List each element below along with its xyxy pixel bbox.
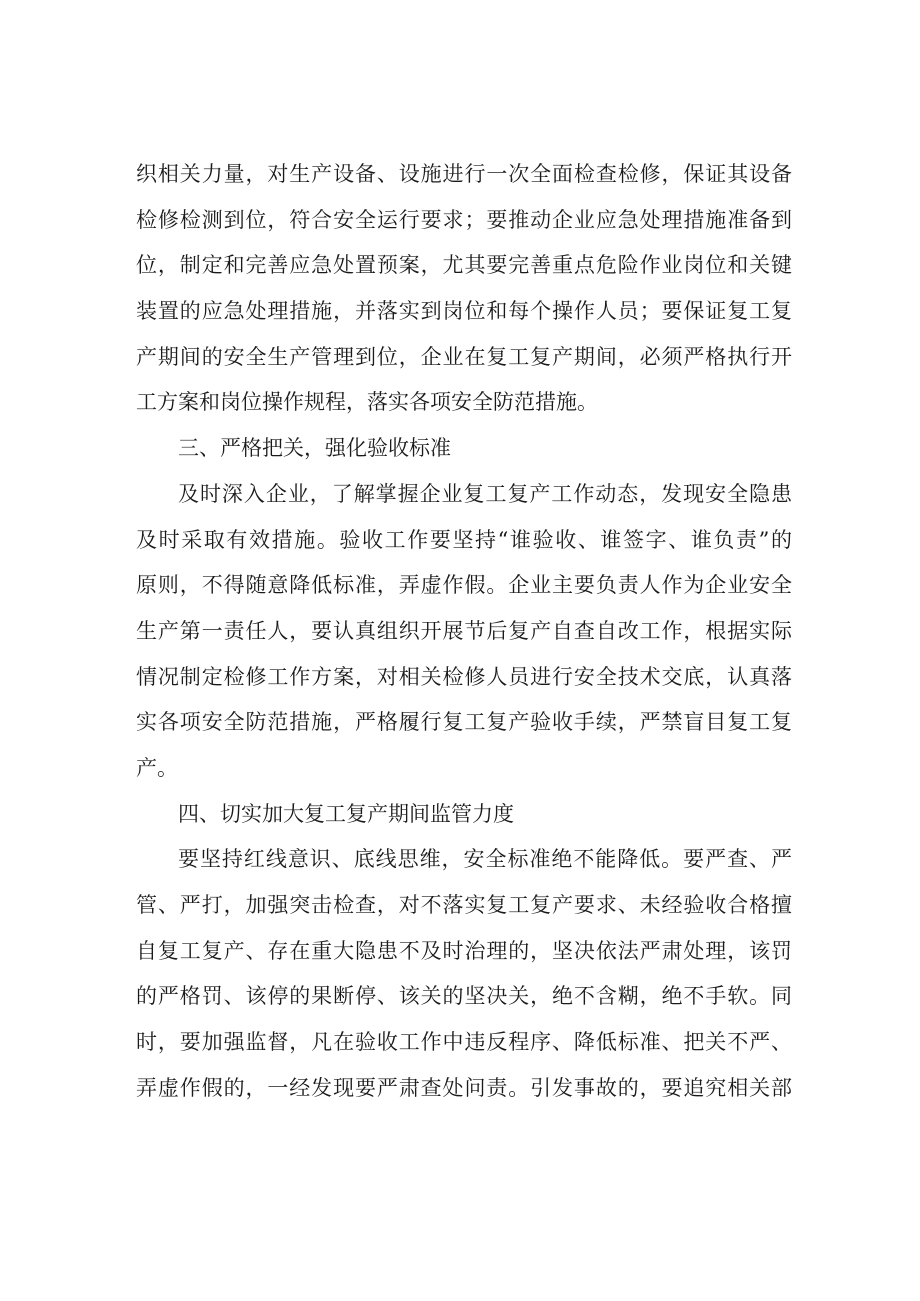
body-line: 检修检测到位，符合安全运行要求；要推动企业应急处理措施准备到: [136, 207, 792, 232]
body-line: 原则，不得随意降低标准，弄虚作假。企业主要负责人作为企业安全: [136, 573, 792, 598]
body-line: 及时深入企业，了解掌握企业复工复产工作动态，发现安全隐患: [178, 481, 792, 506]
body-line: 及时采取有效措施。验收工作要坚持“谁验收、谁签字、谁负责”的: [136, 527, 792, 552]
body-line: 产期间的安全生产管理到位，企业在复工复产期间，必须严格执行开: [136, 344, 792, 369]
body-line: 实各项安全防范措施，严格履行复工复产验收手续，严禁盲目复工复: [136, 710, 792, 735]
body-line: 弄虚作假的，一经发现要严肃查处问责。引发事故的，要追究相关部: [136, 1075, 792, 1100]
body-line: 要坚持红线意识、底线思维，安全标准绝不能降低。要严查、严: [178, 847, 792, 872]
document-body: [136, 152, 792, 1111]
body-line: 织相关力量，对生产设备、设施进行一次全面检查检修，保证其设备: [136, 162, 792, 186]
body-line: 工方案和岗位操作规程，落实各项安全防范措施。: [136, 390, 598, 415]
body-line: 的严格罚、该停的果断停、该关的坚决关，绝不含糊，绝不手软。同: [136, 984, 792, 1009]
body-line: 生产第一责任人，要认真组织开展节后复产自查自改工作，根据实际: [136, 618, 792, 643]
body-line: 管、严打，加强突击检查，对不落实复工复产要求、未经验收合格擅: [136, 893, 792, 917]
body-line: 情况制定检修工作方案，对相关检修人员进行安全技术交底，认真落: [136, 664, 792, 689]
body-line: 位，制定和完善应急处置预案，尤其要完善重点危险作业岗位和关键: [136, 253, 792, 278]
body-line: 自复工复产、存在重大隐患不及时治理的，坚决依法严肃处理，该罚: [136, 938, 792, 963]
section-heading-4: 四、切实加大复工复产期间监管力度: [178, 801, 514, 826]
body-line: 产。: [136, 755, 178, 780]
body-line: 时，要加强监督，凡在验收工作中违反程序、降低标准、把关不严、: [136, 1030, 792, 1055]
section-heading-3: 三、严格把关，强化验收标准: [178, 436, 451, 461]
body-line: 装置的应急处理措施，并落实到岗位和每个操作人员；要保证复工复: [136, 299, 792, 324]
